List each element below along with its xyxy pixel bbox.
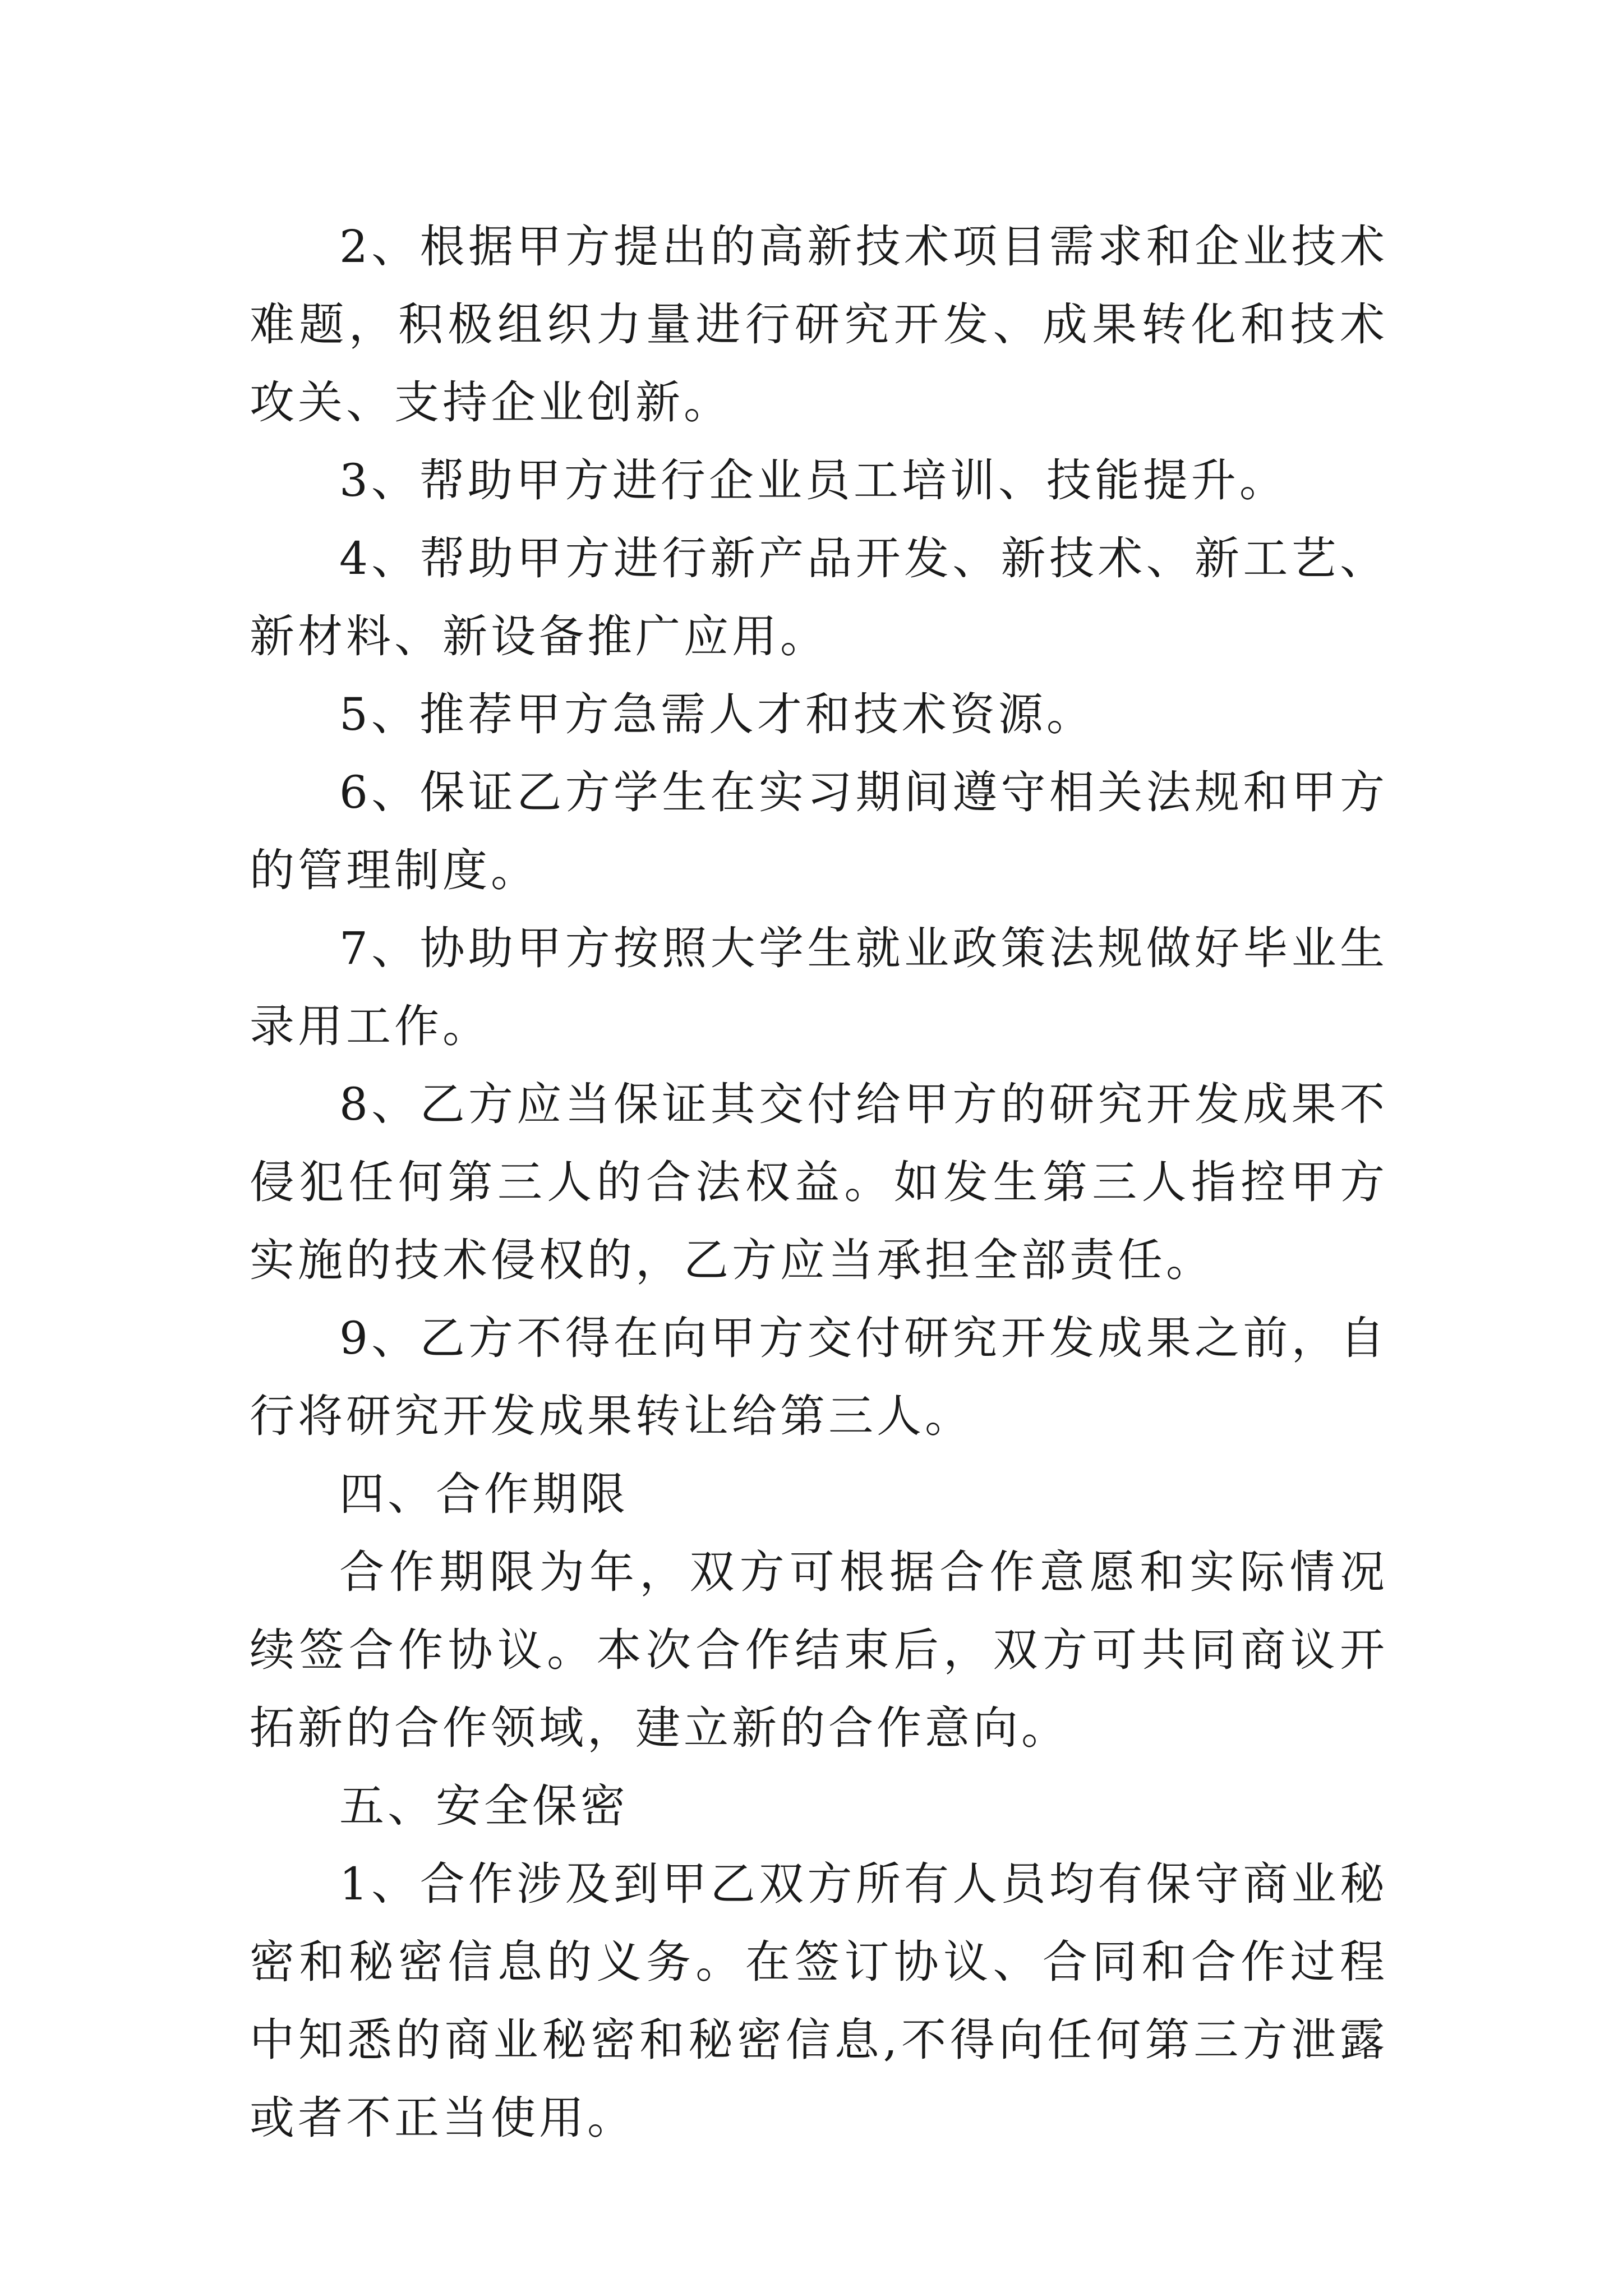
clause-9: 9、乙方不得在向甲方交付研究开发成果之前，自行将研究开发成果转让给第三人。 — [250, 1312, 1388, 1442]
clause-3: 3、帮助甲方进行企业员工培训、技能提升。 — [339, 454, 1288, 507]
document-body — [250, 208, 1388, 2157]
clause-5: 5、推荐甲方急需人才和技术资源。 — [339, 688, 1095, 740]
section-heading-cooperation-period: 四、合作期限 — [339, 1468, 629, 1520]
cooperation-period-paragraph: 合作期限为年，双方可根据合作意愿和实际情况续签合作协议。本次合作结束后，双方可共同商议开拓新的合作领域，建立新的合作意向。 — [250, 1546, 1388, 1754]
section-heading-confidentiality: 五、安全保密 — [339, 1780, 629, 1832]
clause-8: 8、乙方应当保证其交付给甲方的研究开发成果不侵犯任何第三人的合法权益。如发生第三人指控甲方实施的技术侵权的，乙方应当承担全部责任。 — [250, 1078, 1388, 1286]
clause-4: 4、帮助甲方进行新产品开发、新技术、新工艺、新材料、新设备推广应用。 — [250, 532, 1388, 662]
clause-2: 2、根据甲方提出的高新技术项目需求和企业技术难题，积极组织力量进行研究开发、成果转化和技术攻关、支持企业创新。 — [250, 220, 1388, 429]
clause-7: 7、协助甲方按照大学生就业政策法规做好毕业生录用工作。 — [250, 922, 1388, 1052]
confidentiality-clause-1: 1、合作涉及到甲乙双方所有人员均有保守商业秘密和秘密信息的义务。在签订协议、合同和合作过程中知悉的商业秘密和秘密信息,不得向任何第三方泄露或者不正当使用。 — [250, 1858, 1388, 2144]
clause-6: 6、保证乙方学生在实习期间遵守相关法规和甲方的管理制度。 — [250, 766, 1388, 896]
